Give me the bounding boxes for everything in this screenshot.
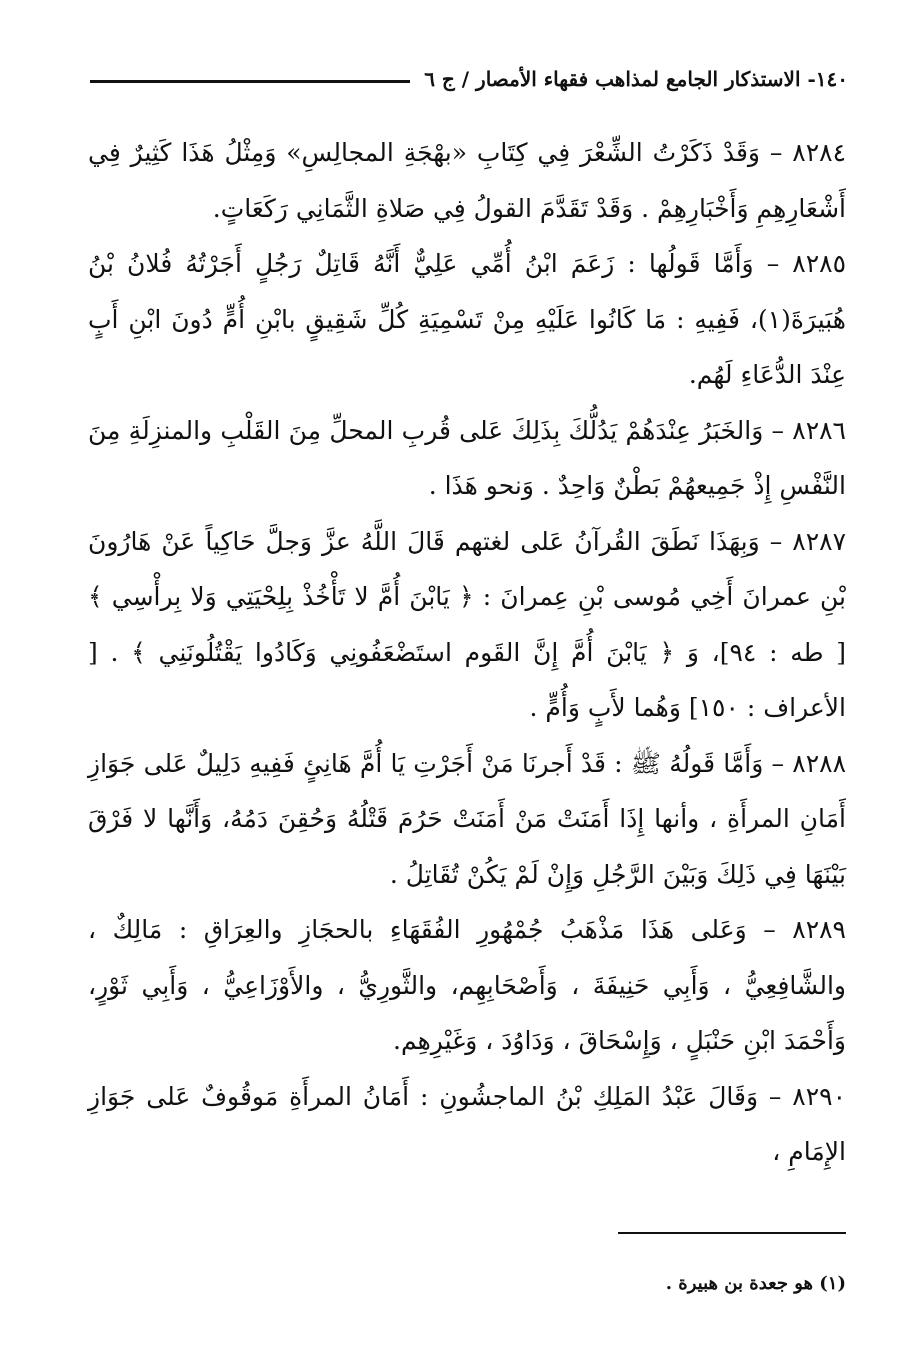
paragraph-text: وَأَمَّا قَولُها : زَعَمَ ابْنُ أُمِّي عَلِيٌّ أَنَّهُ قَاتِلٌ رَجُلٍ أَجَرْتُهُ فُلانُ بْنُ هُبَيرَةَ(١)، فَفِيهِ : مَا كَانُوا عَلَيْهِ مِنْ تَسْمِيَةِ كُلِّ شَقِيقٍ بابْنِ أُمٍّ دُونَ ابْنِ أَبٍ عِنْدَ الدُّعَاءِ لَهُم. [88,249,846,389]
paragraph-8287: ٨٢٨٧ – وَبِهَذَا نَطَقَ القُرآنُ عَلى لغتهم قَالَ اللَّهُ عزَّ وَجلَّ حَاكِياً عَنْ هَارُونَ بْنِ عمرانَ أَخِي مُوسى بْنِ عِمرانَ : ﴿ يَابْنَ أُمَّ لا تَأْخُذْ بِلِحْيَتِي وَلا بِرأْسِي ﴾ [ طه : ٩٤]، وَ ﴿ يَابْنَ أُمَّ إِنَّ القَوم استَضْعَفُونِي وَكَادُوا يَقْتُلُونَنِي ﴾ . [ الأعراف : ١٥٠] وَهُما لأَبٍ وَأُمٍّ . [88,526,847,722]
paragraph-number: ٨٢٨٩ [792,915,846,944]
paragraph-text: وَبِهَذَا نَطَقَ القُرآنُ عَلى لغتهم قَالَ اللَّهُ عزَّ وَجلَّ حَاكِياً عَنْ هَارُونَ بْنِ عمرانَ أَخِي مُوسى بْنِ عِمرانَ : ﴿ يَابْنَ أُمَّ لا تَأْخُذْ بِلِحْيَتِي وَلا بِرأْسِي ﴾ [ طه : ٩٤]، وَ ﴿ يَابْنَ أُمَّ إِنَّ القَوم استَضْعَفُونِي وَكَادُوا يَقْتُلُونَنِي ﴾ . [ الأعراف : ١٥٠] وَهُما لأَبٍ وَأُمٍّ . [88,526,847,722]
paragraph-number: ٨٢٨٥ [792,249,846,278]
header-rule [90,80,410,83]
paragraph-8290: ٨٢٩٠ – وَقَالَ عَبْدُ المَلِكِ بْنُ الماجشُونِ : أَمَانُ المرأَةِ مَوقُوفٌ عَلى جَوَازِ الإِمَامِ ، [88,1081,846,1166]
running-header [90,62,848,96]
paragraph-8289: ٨٢٨٩ – وَعَلى هَذَا مَذْهَبُ جُمْهُورِ الفُقَهَاءِ بالحجَازِ والعِرَاقِ : مَالِكٌ ، والشَّافِعِيُّ ، وَأَبِي حَنِيفَةَ ، وَأَصْحَابِهِم، والثَّورِيُّ ، والأَوْزَاعِيُّ ، وَأَبِي ثَوْرٍ، وَأَحْمَدَ ابْنِ حَنْبَلٍ ، وَإِسْحَاقَ ، وَدَاوُدَ ، وَغَيْرِهِم. [88,915,846,1055]
paragraph-number: ٨٢٨٦ [792,415,846,445]
paragraph-text: وَأَمَّا قَولُهُ ﷺ : قَدْ أَجرنَا مَنْ أَجَرْتِ يَا أُمَّ هَانِئٍ فَفِيهِ دَلِيلٌ عَلى جَوَازِ أَمَانِ المرأَةِ ، وأنها إِذَا أَمَنَتْ مَنْ أَمَنَتْ حَرُمَ قَتْلُهُ وَحُقِنَ دَمُهُ، وَأَنَّها لا فَرْقَ بَيْنَهَا فِي ذَلِكَ وَبَيْنَ الرَّجُلِ وَإِنْ لَمْ يَكُنْ تُقَاتِلُ . [88,748,846,889]
paragraph-number: ٨٢٨٧ [792,526,846,556]
paragraph-number: ٨٢٩٠ [792,1081,846,1111]
paragraph-8285: ٨٢٨٥ – وَأَمَّا قَولُها : زَعَمَ ابْنُ أُمِّي عَلِيٌّ أَنَّهُ قَاتِلٌ رَجُلٍ أَجَرْتُهُ فُلانُ بْنُ هُبَيرَةَ(١)، فَفِيهِ : مَا كَانُوا عَلَيْهِ مِنْ تَسْمِيَةِ كُلِّ شَقِيقٍ بابْنِ أُمٍّ دُونَ ابْنِ أَبٍ عِنْدَ الدُّعَاءِ لَهُم. [88,249,846,389]
body-text [88,125,846,1180]
paragraph-text: وَقَدْ ذَكَرْتُ الشِّعْرَ فِي كِتَابِ «بهْجَةِ المجالِسِ» وَمِثْلُ هَذَا كَثِيرٌ فِي أَشْعَارِهِمِ وَأَخْبَارِهِمْ . وَقَدْ تَقَدَّمَ القولُ فِي صَلاةِ الثَّمَانِي رَكَعَاتٍ. [88,138,846,223]
paragraph-text: وَقَالَ عَبْدُ المَلِكِ بْنُ الماجشُونِ : أَمَانُ المرأَةِ مَوقُوفٌ عَلى جَوَازِ الإِمَامِ ، [88,1081,846,1166]
paragraph-number: ٨٢٨٤ [792,138,846,167]
paragraph-number: ٨٢٨٨ [792,748,846,778]
footnote-rule [618,1232,846,1234]
paragraph-8288: ٨٢٨٨ – وَأَمَّا قَولُهُ ﷺ : قَدْ أَجرنَا مَنْ أَجَرْتِ يَا أُمَّ هَانِئٍ فَفِيهِ دَلِيلٌ عَلى جَوَازِ أَمَانِ المرأَةِ ، وأنها إِذَا أَمَنَتْ مَنْ أَمَنَتْ حَرُمَ قَتْلُهُ وَحُقِنَ دَمُهُ، وَأَنَّها لا فَرْقَ بَيْنَهَا فِي ذَلِكَ وَبَيْنَ الرَّجُلِ وَإِنْ لَمْ يَكُنْ تُقَاتِلُ . [88,748,846,889]
footnote: (١) هو جعدة بن هبيرة . [665,1273,846,1294]
running-header-title: ١٤٠- الاستذكار الجامع لمذاهب فقهاء الأمصار / ج ٦ [424,67,848,91]
paragraph-8286: ٨٢٨٦ – وَالخَبَرُ عِنْدَهُمْ يَدُلُّكَ بِذَلِكَ عَلى قُربِ المحلِّ مِنَ القَلْبِ والمنزِلَةِ مِنَ النَّفْسِ إِذْ جَمِيعهُمْ بَطْنٌ وَاحِدٌ . وَنحو هَذَا . [88,415,846,500]
paragraph-8284: ٨٢٨٤ – وَقَدْ ذَكَرْتُ الشِّعْرَ فِي كِتَابِ «بهْجَةِ المجالِسِ» وَمِثْلُ هَذَا كَثِيرٌ فِي أَشْعَارِهِمِ وَأَخْبَارِهِمْ . وَقَدْ تَقَدَّمَ القولُ فِي صَلاةِ الثَّمَانِي رَكَعَاتٍ. [88,138,846,223]
paragraph-text: وَالخَبَرُ عِنْدَهُمْ يَدُلُّكَ بِذَلِكَ عَلى قُربِ المحلِّ مِنَ القَلْبِ والمنزِلَةِ مِنَ النَّفْسِ إِذْ جَمِيعهُمْ بَطْنٌ وَاحِدٌ . وَنحو هَذَا . [88,415,846,500]
paragraph-text: وَعَلى هَذَا مَذْهَبُ جُمْهُورِ الفُقَهَاءِ بالحجَازِ والعِرَاقِ : مَالِكٌ ، والشَّافِعِيُّ ، وَأَبِي حَنِيفَةَ ، وَأَصْحَابِهِم، والثَّورِيُّ ، والأَوْزَاعِيُّ ، وَأَبِي ثَوْرٍ، وَأَحْمَدَ ابْنِ حَنْبَلٍ ، وَإِسْحَاقَ ، وَدَاوُدَ ، وَغَيْرِهِم. [88,915,846,1055]
